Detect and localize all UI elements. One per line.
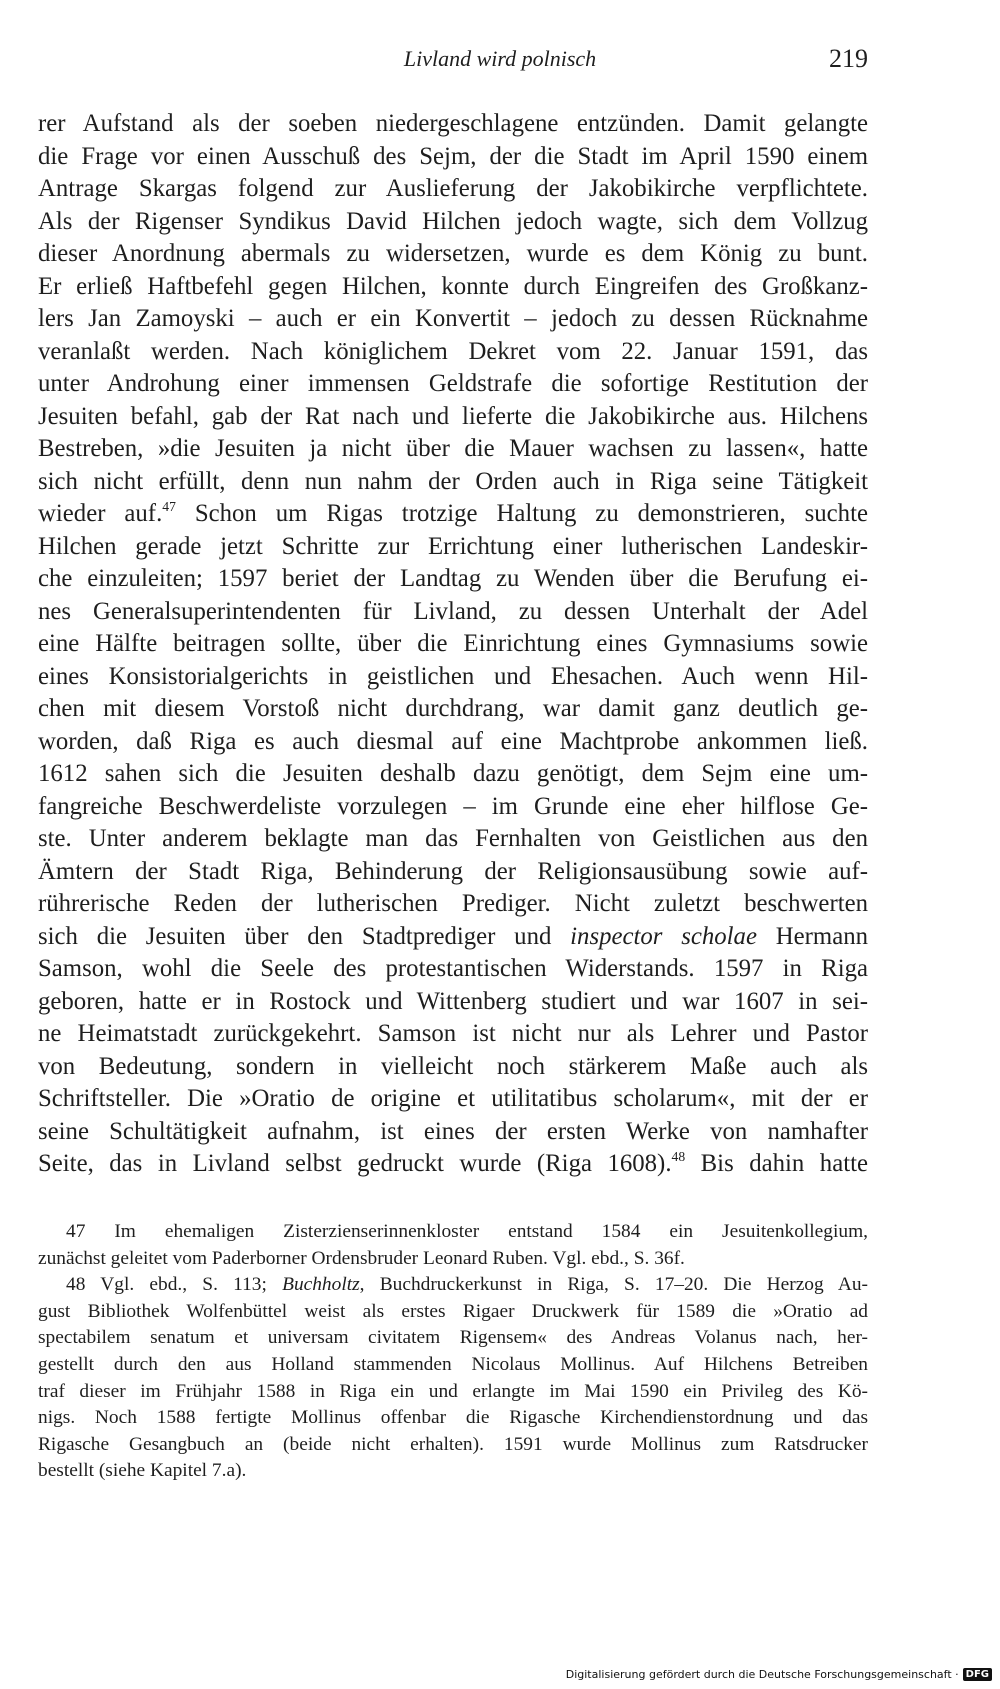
- footnotes: [38, 1219, 868, 1485]
- footnotes-line: [38, 1299, 868, 1326]
- italic-text: inspector scholae: [570, 922, 757, 950]
- body-line: [38, 628, 868, 661]
- body-line: [38, 1083, 868, 1116]
- body-line: [38, 1116, 868, 1149]
- footnotes-line: [38, 1405, 868, 1432]
- footnotes-line: [38, 1379, 868, 1406]
- body-line: [38, 433, 868, 466]
- footnote-ref: 48: [671, 1148, 686, 1164]
- text-run: Rigasche Gesangbuch an (beide nicht erhalten). 1591 wurde Mollinus zum Ratsdrucker: [38, 1433, 868, 1455]
- text-run: Bis dahin hatte: [685, 1150, 868, 1177]
- text-run: rer Aufstand als der soeben niedergeschlagene entzünden. Damit gelangte: [38, 110, 868, 137]
- footnotes-line: [38, 1458, 868, 1485]
- body-line: [38, 693, 868, 726]
- text-run: seine Schultätigkeit aufnahm, ist eines der ersten Werke von namhafter: [38, 1117, 868, 1145]
- dfg-logo: DFG: [963, 1668, 992, 1681]
- text-run: von Bedeutung, sondern in vielleicht noch stärkerem Maße auch als: [38, 1052, 868, 1080]
- text-run: spectabilem senatum et universam civitatem Rigensem« des Andreas Volanus nach, her-: [38, 1327, 868, 1349]
- text-run: wieder auf.: [38, 500, 163, 527]
- running-title: Livland wird polnisch: [403, 46, 597, 71]
- body-text: [38, 108, 868, 1181]
- footnotes-line: [38, 1246, 868, 1273]
- text-run: fangreiche Beschwerdeliste vorzulegen – im Grunde eine eher hilflose Ge-: [38, 792, 868, 820]
- body-line: [38, 368, 868, 401]
- text-run: dieser Anordnung abermals zu widersetzen, wurde es dem König zu bunt.: [38, 240, 868, 267]
- text-run: nes Generalsuperintendenten für Livland, zu dessen Unterhalt der Adel: [38, 597, 868, 625]
- text-run: chen mit diesem Vorstoß nicht durchdrang, war damit ganz deutlich ge-: [38, 695, 868, 722]
- footnotes-line: [38, 1432, 868, 1459]
- text-run: gestellt durch den aus Holland stammenden Nicolaus Mollinus. Auf Hilchens Betreiben: [38, 1353, 868, 1375]
- text-run: zunächst geleitet vom Paderborner Ordensbruder Leonard Ruben. Vgl. ebd., S. 36f.: [38, 1247, 685, 1269]
- text-run: , Buchdruckerkunst in Riga, S. 17–20. Die Herzog Au-: [359, 1274, 868, 1296]
- text-run: Antrage Skargas folgend zur Auslieferung der Jakobikirche verpflichtete.: [38, 175, 868, 202]
- body-line: [38, 173, 868, 206]
- text-run: 48 Vgl. ebd., S. 113;: [66, 1274, 283, 1296]
- italic-text: Buchholtz: [282, 1274, 360, 1296]
- footnotes-line: [38, 1325, 868, 1352]
- body-line: [38, 498, 868, 531]
- text-run: ste. Unter anderem beklagte man das Fernhalten von Geistlichen aus den: [38, 825, 868, 852]
- footnotes-line: [38, 1352, 868, 1379]
- text-run: eines Konsistorialgerichts in geistlichen und Ehesachen. Auch wenn Hil-: [38, 662, 868, 690]
- body-line: [38, 986, 868, 1019]
- body-line: [38, 1051, 868, 1084]
- body-line: [38, 823, 868, 856]
- text-run: lers Jan Zamoyski – auch er ein Konvertit – jedoch zu dessen Rücknahme: [38, 305, 868, 332]
- body-line: [38, 1018, 868, 1051]
- text-run: Schon um Rigas trotzige Haltung zu demonstrieren, suchte: [175, 500, 868, 527]
- text-run: sich nicht erfüllt, denn nun nahm der Orden auch in Riga seine Tätigkeit: [38, 467, 868, 495]
- text-run: gust Bibliothek Wolfenbüttel weist als erstes Rigaer Druckwerk für 1589 die »Oratio ad: [38, 1300, 868, 1322]
- digitization-credit: [566, 1668, 992, 1681]
- text-run: Hilchen gerade jetzt Schritte zur Errichtung einer lutherischen Landeskir-: [38, 532, 868, 560]
- text-run: traf dieser im Frühjahr 1588 in Riga ein und erlangte im Mai 1590 ein Privileg des Kö-: [38, 1380, 868, 1402]
- body-line: [38, 791, 868, 824]
- body-line: [38, 466, 868, 499]
- body-line: [38, 141, 868, 174]
- text-run: ne Heimatstadt zurückgekehrt. Samson ist nicht nur als Lehrer und Pastor: [38, 1020, 868, 1047]
- footnotes-line: [38, 1272, 868, 1299]
- digitization-credit-text: Digitalisierung gefördert durch die Deutsche Forschungsgemeinschaft ·: [565, 1668, 959, 1681]
- body-line: [38, 726, 868, 759]
- text-run: die Frage vor einen Ausschuß des Sejm, der die Stadt im April 1590 einem: [38, 142, 868, 170]
- body-line: [38, 238, 868, 271]
- text-run: geboren, hatte er in Rostock und Wittenberg studiert und war 1607 in sei-: [38, 987, 868, 1015]
- text-run: Schriftsteller. Die »Oratio de origine et utilitatibus scholarum«, mit der er: [38, 1085, 868, 1112]
- text-run: Hermann: [756, 922, 868, 950]
- text-run: 1612 sahen sich die Jesuiten deshalb dazu genötigt, dem Sejm eine um-: [38, 760, 868, 787]
- text-run: unter Androhung einer immensen Geldstrafe die sofortige Restitution der: [38, 370, 868, 397]
- text-run: Ämtern der Stadt Riga, Behinderung der Religionsausübung sowie auf-: [38, 857, 868, 885]
- text-run: Seite, das in Livland selbst gedruckt wurde (Riga 1608).: [38, 1150, 672, 1177]
- body-line: [38, 953, 868, 986]
- text-run: Als der Rigenser Syndikus David Hilchen jedoch wagte, sich dem Vollzug: [38, 207, 868, 235]
- body-line: [38, 596, 868, 629]
- body-line: [38, 206, 868, 239]
- text-run: veranlaßt werden. Nach königlichem Dekret vom 22. Januar 1591, das: [38, 337, 868, 365]
- body-line: [38, 661, 868, 694]
- text-run: Bestreben, »die Jesuiten ja nicht über die Mauer wachsen zu lassen«, hatte: [38, 435, 868, 462]
- body-line: [38, 401, 868, 434]
- text-run: Jesuiten befahl, gab der Rat nach und lieferte die Jakobikirche aus. Hilchens: [38, 402, 868, 430]
- text-run: worden, daß Riga es auch diesmal auf eine Machtprobe ankommen ließ.: [38, 727, 868, 755]
- body-line: [38, 921, 868, 954]
- text-run: nigs. Noch 1588 fertigte Mollinus offenbar die Rigasche Kirchendienstordnung und das: [38, 1407, 868, 1429]
- text-run: Er erließ Haftbefehl gegen Hilchen, konnte durch Eingreifen des Großkanz-: [38, 272, 868, 300]
- text-run: sich die Jesuiten über den Stadtprediger und: [38, 922, 571, 950]
- body-line: [38, 888, 868, 921]
- body-line: [38, 1148, 868, 1181]
- body-line: [38, 758, 868, 791]
- text-run: eine Hälfte beitragen sollte, über die Einrichtung eines Gymnasiums sowie: [38, 630, 868, 657]
- body-line: [38, 108, 868, 141]
- text-run: bestellt (siehe Kapitel 7.a).: [38, 1460, 247, 1482]
- body-line: [38, 271, 868, 304]
- body-line: [38, 856, 868, 889]
- footnote-ref: 47: [162, 498, 176, 514]
- text-run: che einzuleiten; 1597 beriet der Landtag zu Wenden über die Berufung ei-: [38, 565, 868, 592]
- footnotes-line: [38, 1219, 868, 1246]
- text-run: rührerische Reden der lutherischen Prediger. Nicht zuletzt beschwerten: [38, 890, 868, 917]
- text-run: 47 Im ehemaligen Zisterzienserinnenkloster entstand 1584 ein Jesuitenkollegium,: [66, 1221, 868, 1242]
- body-line: [38, 336, 868, 369]
- body-line: [38, 563, 868, 596]
- body-line: [38, 531, 868, 564]
- body-line: [38, 303, 868, 336]
- page-number: 219: [829, 44, 868, 73]
- text-run: Samson, wohl die Seele des protestantischen Widerstands. 1597 in Riga: [38, 955, 868, 982]
